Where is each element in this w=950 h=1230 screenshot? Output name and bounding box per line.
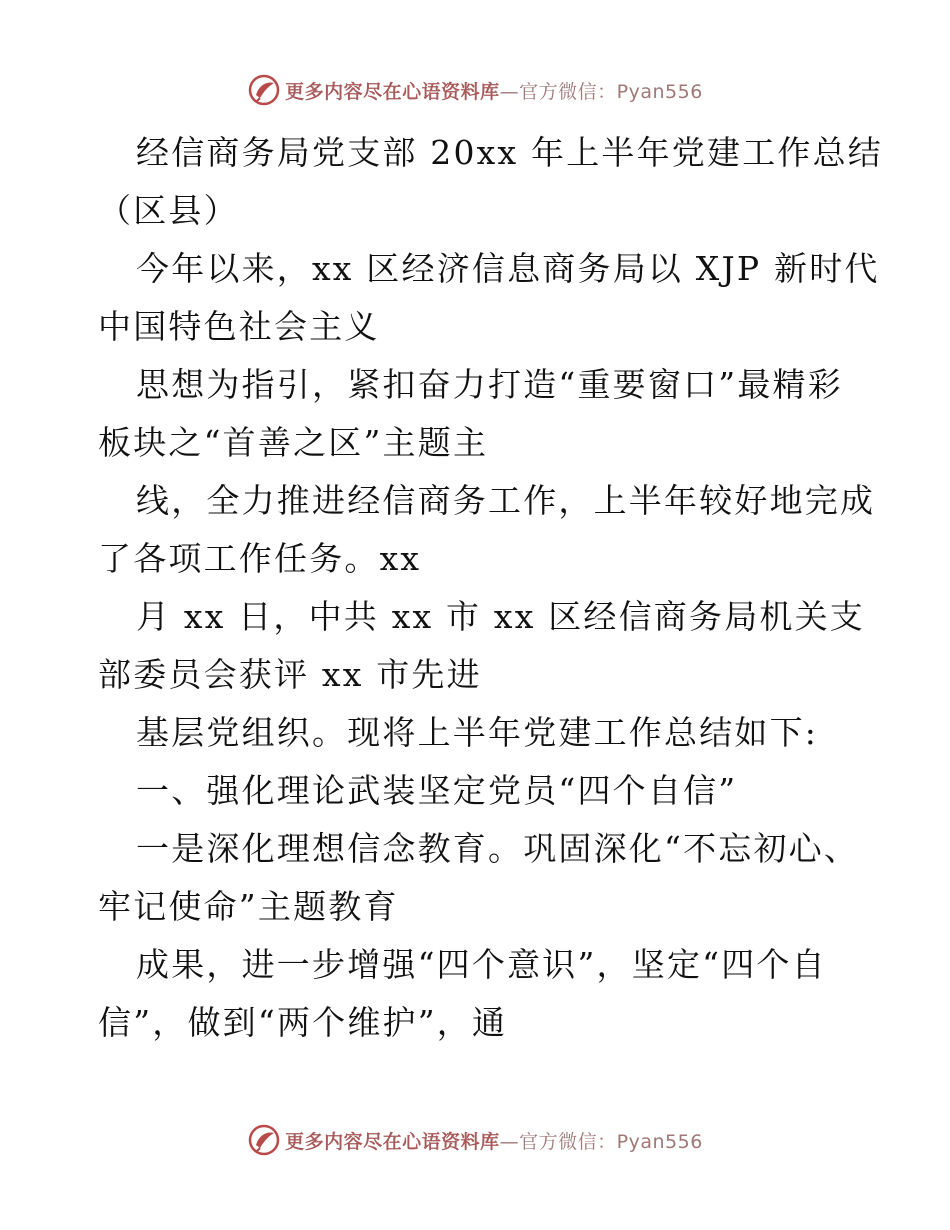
document-body bbox=[98, 124, 883, 1052]
watermark-text bbox=[285, 1127, 703, 1154]
document-line: 线，全力推进经信商务工作，上半年较好地完成 bbox=[136, 481, 876, 520]
document-line: （区县） bbox=[98, 191, 239, 230]
document-line: 中国特色社会主义 bbox=[98, 307, 380, 346]
document-line: 板块之“首善之区”主题主 bbox=[98, 423, 489, 462]
document-line: 成果，进一步增强“四个意识”，坚定“四个自 bbox=[136, 945, 827, 984]
footer-watermark bbox=[0, 1120, 950, 1160]
watermark-sub-text: —官方微信：Pyan556 bbox=[499, 80, 703, 103]
library-logo-icon bbox=[247, 1123, 281, 1157]
watermark-main-text: 更多内容尽在心语资料库 bbox=[285, 80, 500, 103]
header-watermark bbox=[0, 70, 950, 110]
document-line: 了各项工作任务。xx bbox=[98, 539, 422, 578]
document-line: 月 xx 日，中共 xx 市 xx 区经信商务局机关支 bbox=[136, 597, 866, 636]
document-line: 经信商务局党支部 20xx 年上半年党建工作总结 bbox=[136, 133, 883, 172]
document-line: 部委员会获评 xx 市先进 bbox=[98, 655, 482, 694]
document-line: 今年以来，xx 区经济信息商务局以 XJP 新时代 bbox=[136, 249, 880, 288]
document-line: 一是深化理想信念教育。巩固深化“不忘初心、 bbox=[136, 829, 860, 868]
watermark-sub-text: —官方微信：Pyan556 bbox=[499, 1130, 703, 1153]
document-line: 信”，做到“两个维护”，通 bbox=[98, 1003, 508, 1042]
watermark-text bbox=[285, 77, 703, 104]
library-logo-icon bbox=[247, 73, 281, 107]
document-line: 基层党组织。现将上半年党建工作总结如下: bbox=[136, 713, 819, 752]
section-heading: 一、强化理论武装坚定党员“四个自信” bbox=[136, 771, 738, 810]
watermark-main-text: 更多内容尽在心语资料库 bbox=[285, 1130, 500, 1153]
document-line: 思想为指引，紧扣奋力打造“重要窗口”最精彩 bbox=[136, 365, 843, 404]
document-line: 牢记使命”主题教育 bbox=[98, 887, 399, 926]
